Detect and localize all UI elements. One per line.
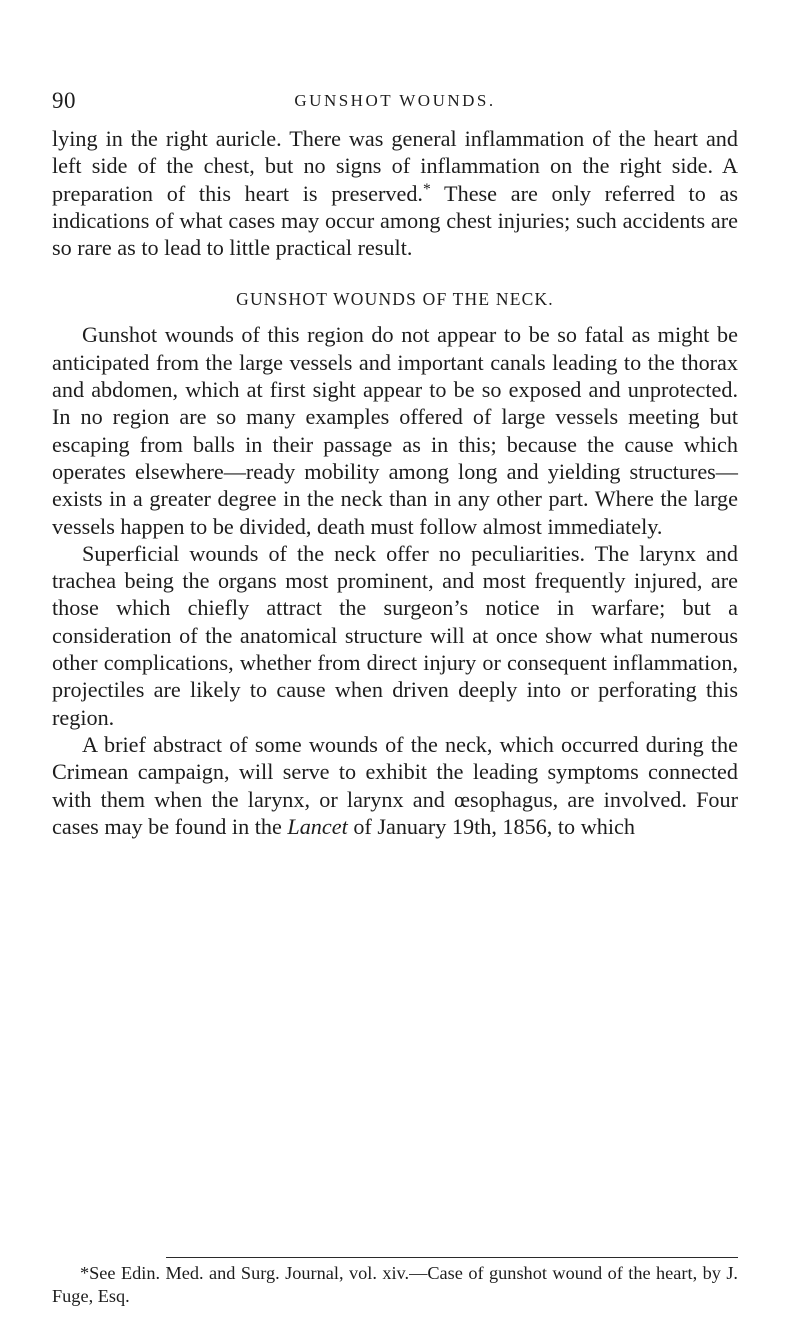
footnote-marker: * [422, 180, 431, 198]
page-number: 90 [52, 88, 76, 113]
paragraph: A brief abstract of some wounds of the neck, which occurred during the Crimean campaign, will serve to exhibit the leading symptoms connected with them when the larynx, or larynx and œsophagus, are involved. Four cases may be found in the Lancet of January 19th, 1856, to which [52, 731, 738, 839]
footnote: *See Edin. Med. and Surg. Journal, vol. xiv.—Case of gunshot wound of the heart, by J. Fuge, Esq. [52, 1263, 738, 1306]
journal-title: Lancet [287, 813, 348, 839]
section-heading: GUNSHOT WOUNDS OF THE NECK. [236, 289, 554, 310]
footnote-rule [166, 1257, 738, 1258]
body-text [52, 125, 738, 840]
paragraph: Superficial wounds of the neck offer no peculiarities. The larynx and trachea being the organs most prominent, and most frequently injured, are those which chiefly attract the surgeon’s notice in warfare; but a consideration of the anatomical structure will at once show what numerous other complications, whether from direct injury or consequent inflammation, projectiles are likely to cause when driven deeply into or perforating this region. [52, 540, 738, 730]
running-title: GUNSHOT WOUNDS. [294, 91, 496, 110]
book-page [52, 0, 738, 1344]
page-header [52, 88, 738, 118]
continuation-paragraph: lying in the right auricle. There was general inflammation of the heart and left side of the chest, but no signs of inflammation on the right side. A preparation of this heart is preserved.* These are only referred to as indications of what cases may occur among chest injuries; such accidents are so rare as to lead to little practical result. [52, 126, 738, 261]
paragraph: Gunshot wounds of this region do not appear to be so fatal as might be anticipated from the large vessels and important canals leading to the thorax and abdomen, which at first sight appear to be so exposed and unprotected. In no region are so many examples offered of large vessels meeting but escaping from balls in their passage as in this; because the cause which operates elsewhere—ready mobility among long and yielding structures—exists in a greater degree in the neck than in any other part. Where the large vessels happen to be divided, death must follow almost immediately. [52, 322, 738, 539]
